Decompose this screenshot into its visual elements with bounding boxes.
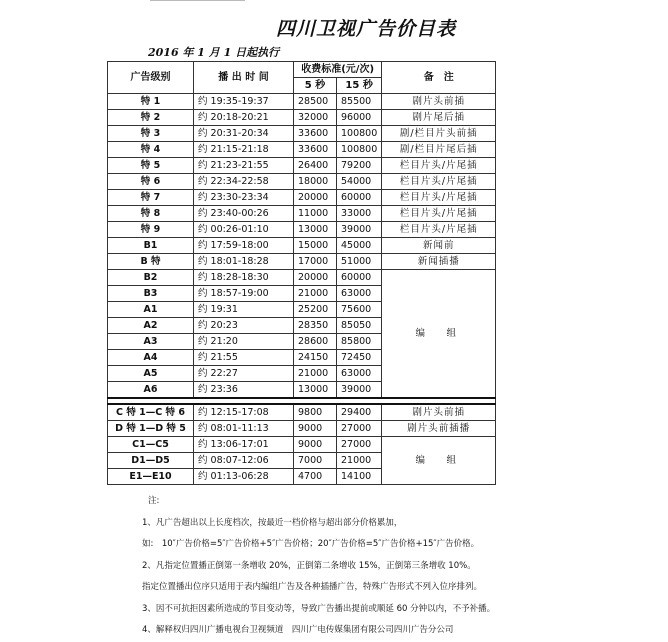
price-5s: 15000 bbox=[294, 238, 337, 254]
note-line: 1、凡广告超出以上长度档次，按最近一档价格与超出部分价格累加， bbox=[142, 517, 403, 528]
ad-level: 特 5 bbox=[108, 158, 194, 174]
remark-grouped: 编 组 bbox=[382, 270, 496, 399]
price-5s: 20000 bbox=[294, 190, 337, 206]
table-row bbox=[108, 222, 496, 238]
header-5s: 5 秒 bbox=[294, 78, 337, 94]
ad-level: A3 bbox=[108, 334, 194, 350]
ad-level: D1—D5 bbox=[108, 453, 194, 469]
price-5s: 28350 bbox=[294, 318, 337, 334]
ad-level: 特 9 bbox=[108, 222, 194, 238]
remark: 新闻插播 bbox=[382, 254, 496, 270]
price-15s: 72450 bbox=[337, 350, 382, 366]
ad-level: A5 bbox=[108, 366, 194, 382]
ad-level: 特 1 bbox=[108, 94, 194, 110]
price-5s: 11000 bbox=[294, 206, 337, 222]
air-time: 约 20:23 bbox=[194, 318, 294, 334]
price-5s: 28500 bbox=[294, 94, 337, 110]
table-row bbox=[108, 404, 496, 421]
remark: 栏目片头/片尾插 bbox=[382, 222, 496, 238]
price-5s: 28600 bbox=[294, 334, 337, 350]
price-5s: 4700 bbox=[294, 469, 337, 485]
table-row bbox=[108, 126, 496, 142]
price-5s: 13000 bbox=[294, 382, 337, 399]
air-time: 约 17:59-18:00 bbox=[194, 238, 294, 254]
table-row bbox=[108, 421, 496, 437]
remark: 剧片头前插播 bbox=[382, 421, 496, 437]
remark: 剧片头前插 bbox=[382, 94, 496, 110]
price-15s: 39000 bbox=[337, 222, 382, 238]
ad-level: 特 8 bbox=[108, 206, 194, 222]
price-15s: 60000 bbox=[337, 190, 382, 206]
header-level: 广告级别 bbox=[108, 62, 194, 94]
remark: 栏目片头/片尾插 bbox=[382, 190, 496, 206]
price-5s: 9000 bbox=[294, 437, 337, 453]
price-15s: 33000 bbox=[337, 206, 382, 222]
table-row bbox=[108, 206, 496, 222]
table-row bbox=[108, 110, 496, 126]
rate-table-body bbox=[108, 94, 496, 485]
remark: 剧/栏目片头前插 bbox=[382, 126, 496, 142]
air-time: 约 08:01-11:13 bbox=[194, 421, 294, 437]
air-time: 约 23:30-23:34 bbox=[194, 190, 294, 206]
price-5s: 33600 bbox=[294, 126, 337, 142]
note-line: 如: 10″广告价格=5″广告价格+5″广告价格；20″广告价格=5″广告价格+15″广告价格。 bbox=[142, 539, 480, 549]
price-15s: 85800 bbox=[337, 334, 382, 350]
price-15s: 85050 bbox=[337, 318, 382, 334]
ad-level: A4 bbox=[108, 350, 194, 366]
price-5s: 32000 bbox=[294, 110, 337, 126]
price-5s: 21000 bbox=[294, 286, 337, 302]
table-row bbox=[108, 158, 496, 174]
air-time: 约 19:35-19:37 bbox=[194, 94, 294, 110]
ad-level: 特 3 bbox=[108, 126, 194, 142]
price-5s: 13000 bbox=[294, 222, 337, 238]
air-time: 约 21:20 bbox=[194, 334, 294, 350]
price-5s: 20000 bbox=[294, 270, 337, 286]
air-time: 约 13:06-17:01 bbox=[194, 437, 294, 453]
price-5s: 7000 bbox=[294, 453, 337, 469]
price-5s: 9000 bbox=[294, 421, 337, 437]
remark: 剧片尾后插 bbox=[382, 110, 496, 126]
air-time: 约 18:57-19:00 bbox=[194, 286, 294, 302]
air-time: 约 18:28-18:30 bbox=[194, 270, 294, 286]
price-15s: 51000 bbox=[337, 254, 382, 270]
air-time: 约 18:01-18:28 bbox=[194, 254, 294, 270]
header-time: 播 出 时 间 bbox=[194, 62, 294, 94]
price-5s: 17000 bbox=[294, 254, 337, 270]
air-time: 约 22:34-22:58 bbox=[194, 174, 294, 190]
air-time: 约 01:13-06:28 bbox=[194, 469, 294, 485]
remark: 剧/栏目片尾后插 bbox=[382, 142, 496, 158]
ad-level: A2 bbox=[108, 318, 194, 334]
price-15s: 27000 bbox=[337, 421, 382, 437]
ad-level: C 特 1—C 特 6 bbox=[108, 404, 194, 421]
price-15s: 96000 bbox=[337, 110, 382, 126]
ad-level: A6 bbox=[108, 382, 194, 399]
table-row bbox=[108, 254, 496, 270]
header-note: 备 注 bbox=[382, 62, 496, 94]
ad-level: B3 bbox=[108, 286, 194, 302]
price-15s: 60000 bbox=[337, 270, 382, 286]
price-15s: 29400 bbox=[337, 404, 382, 421]
table-row bbox=[108, 142, 496, 158]
table-row bbox=[108, 94, 496, 110]
remark: 栏目片头/片尾插 bbox=[382, 174, 496, 190]
air-time: 约 21:55 bbox=[194, 350, 294, 366]
notes-head: 注: bbox=[148, 496, 160, 506]
ad-level: 特 2 bbox=[108, 110, 194, 126]
price-5s: 9800 bbox=[294, 404, 337, 421]
ad-level: A1 bbox=[108, 302, 194, 318]
price-5s: 24150 bbox=[294, 350, 337, 366]
price-5s: 21000 bbox=[294, 366, 337, 382]
air-time: 约 21:23-21:55 bbox=[194, 158, 294, 174]
ad-level: B2 bbox=[108, 270, 194, 286]
ad-level: 特 4 bbox=[108, 142, 194, 158]
remark: 新闻前 bbox=[382, 238, 496, 254]
air-time: 约 20:31-20:34 bbox=[194, 126, 294, 142]
note-line: 3、因不可抗拒因素所造成的节目变动等，导致广告播出提前或顺延 60 分钟以内，不予补播。 bbox=[142, 603, 496, 614]
price-15s: 39000 bbox=[337, 382, 382, 399]
price-5s: 26400 bbox=[294, 158, 337, 174]
note-line: 指定位置播出位序只适用于表内编组广告及各种插播广告，特殊广告形式不列入位序排列。 bbox=[142, 582, 483, 592]
rate-table bbox=[107, 61, 496, 485]
ad-level: C1—C5 bbox=[108, 437, 194, 453]
table-row bbox=[108, 238, 496, 254]
price-15s: 63000 bbox=[337, 366, 382, 382]
remark: 栏目片头/片尾插 bbox=[382, 158, 496, 174]
price-15s: 100800 bbox=[337, 126, 382, 142]
air-time: 约 23:36 bbox=[194, 382, 294, 399]
ad-level: D 特 1—D 特 5 bbox=[108, 421, 194, 437]
ad-level: E1—E10 bbox=[108, 469, 194, 485]
air-time: 约 12:15-17:08 bbox=[194, 404, 294, 421]
air-time: 约 19:31 bbox=[194, 302, 294, 318]
price-15s: 85500 bbox=[337, 94, 382, 110]
remark-grouped: 编 组 bbox=[382, 437, 496, 485]
ad-level: 特 7 bbox=[108, 190, 194, 206]
price-15s: 54000 bbox=[337, 174, 382, 190]
price-5s: 33600 bbox=[294, 142, 337, 158]
air-time: 约 21:15-21:18 bbox=[194, 142, 294, 158]
price-5s: 25200 bbox=[294, 302, 337, 318]
air-time: 约 22:27 bbox=[194, 366, 294, 382]
note-line: 4、解释权归四川广播电视台卫视频道 四川广电传媒集团有限公司四川广告分公司 bbox=[142, 625, 454, 635]
table-row bbox=[108, 437, 496, 453]
page-title: 四川卫视广告价目表 bbox=[276, 18, 457, 40]
remark: 剧片头前插 bbox=[382, 404, 496, 421]
price-15s: 100800 bbox=[337, 142, 382, 158]
remark: 栏目片头/片尾插 bbox=[382, 206, 496, 222]
ad-level: B 特 bbox=[108, 254, 194, 270]
table-row bbox=[108, 174, 496, 190]
air-time: 约 00:26-01:10 bbox=[194, 222, 294, 238]
effective-date: 2016 年 1 月 1 日起执行 bbox=[148, 46, 280, 59]
notes bbox=[142, 491, 495, 642]
air-time: 约 08:07-12:06 bbox=[194, 453, 294, 469]
header-15s: 15 秒 bbox=[337, 78, 382, 94]
air-time: 约 23:40-00:26 bbox=[194, 206, 294, 222]
price-15s: 45000 bbox=[337, 238, 382, 254]
ad-level: B1 bbox=[108, 238, 194, 254]
price-15s: 79200 bbox=[337, 158, 382, 174]
table-row bbox=[108, 190, 496, 206]
price-15s: 75600 bbox=[337, 302, 382, 318]
price-5s: 18000 bbox=[294, 174, 337, 190]
air-time: 约 20:18-20:21 bbox=[194, 110, 294, 126]
ad-level: 特 6 bbox=[108, 174, 194, 190]
header-price: 收费标准(元/次) bbox=[294, 62, 382, 78]
price-15s: 27000 bbox=[337, 437, 382, 453]
table-row bbox=[108, 270, 496, 286]
price-15s: 14100 bbox=[337, 469, 382, 485]
price-15s: 63000 bbox=[337, 286, 382, 302]
note-line: 2、凡指定位置播正倒第一条增收 20%，正倒第二条增收 15%，正倒第三条增收 10%。 bbox=[142, 560, 476, 571]
top-rule bbox=[150, 0, 245, 6]
price-15s: 21000 bbox=[337, 453, 382, 469]
